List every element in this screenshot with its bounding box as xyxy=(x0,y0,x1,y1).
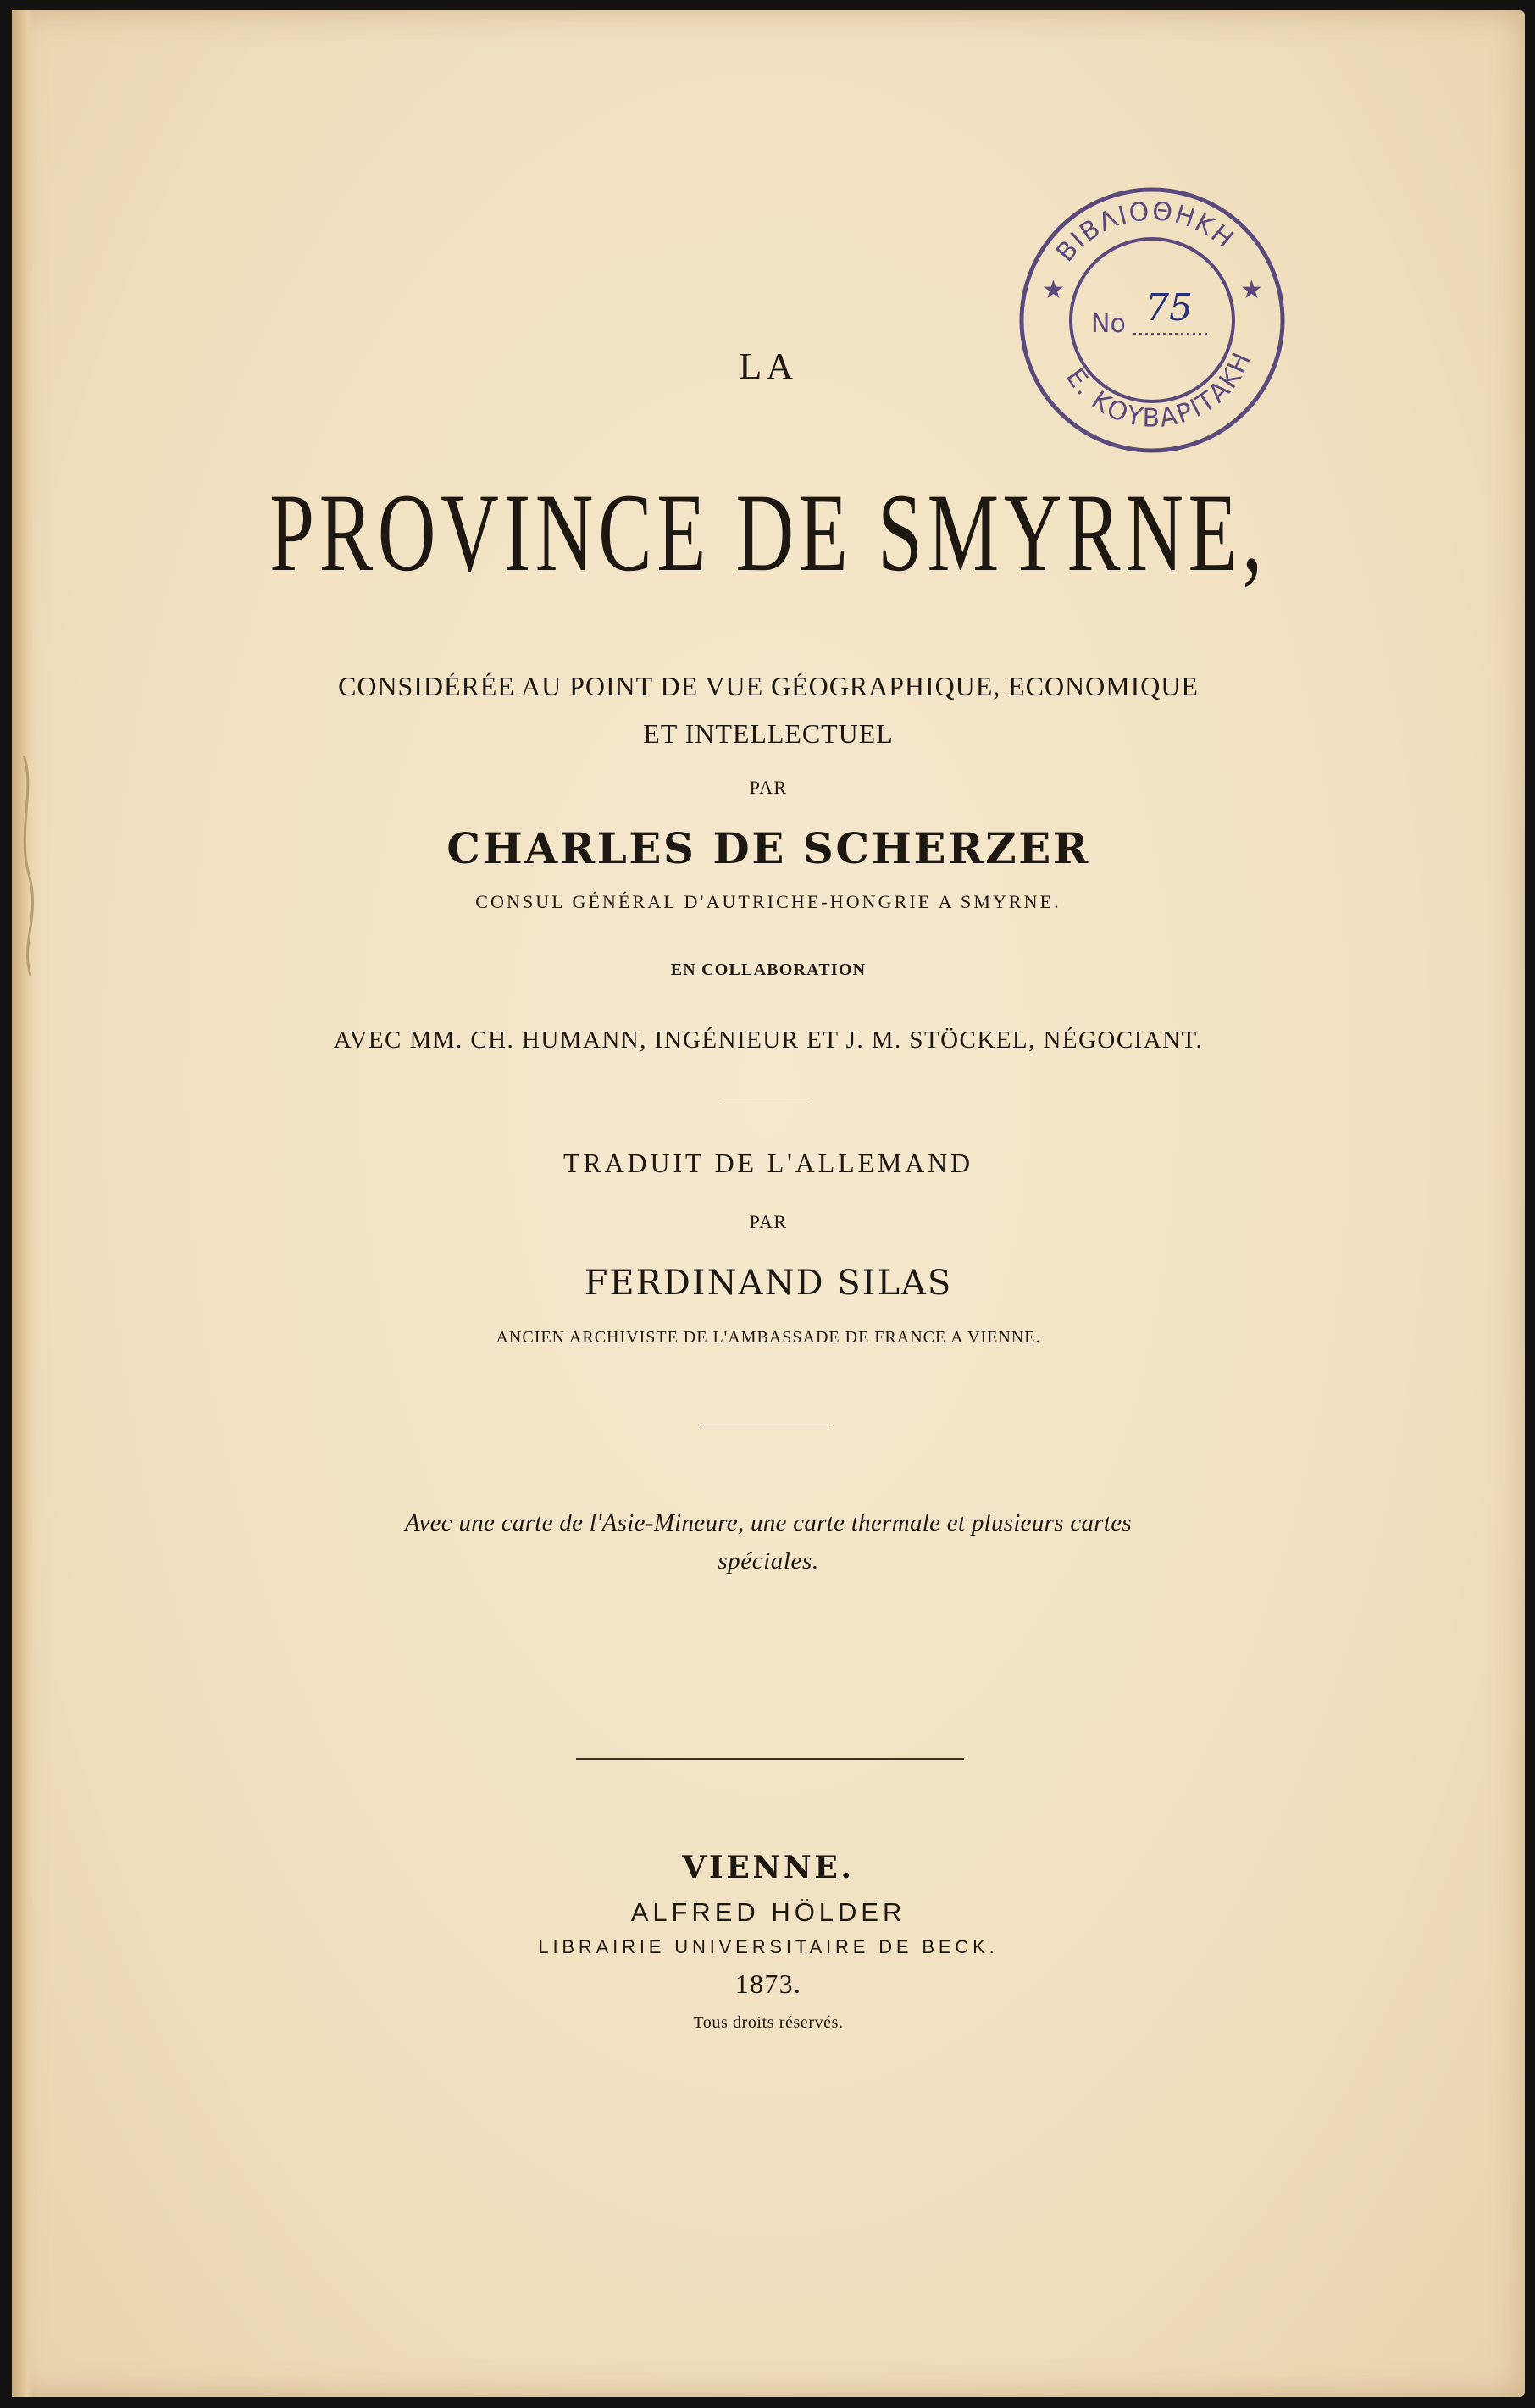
par-label-translator: PAR xyxy=(749,1211,788,1232)
rights-notice: Tous droits réservés. xyxy=(693,2013,844,2032)
divider-rule-long xyxy=(576,1758,964,1760)
stamp-number-label: No xyxy=(1091,309,1126,339)
par-label-author: PAR xyxy=(749,777,788,798)
title-page xyxy=(12,10,1525,2397)
translated-from: TRADUIT DE L'ALLEMAND xyxy=(563,1148,973,1178)
collaboration-label: EN COLLABORATION xyxy=(670,960,867,979)
maps-note-line-2: spéciales. xyxy=(718,1547,819,1575)
main-title: PROVINCE DE SMYRNE, xyxy=(269,470,1267,595)
maps-note-line-1: Avec une carte de l'Asie-Mineure, une carte thermale et plusieurs cartes xyxy=(405,1509,1132,1536)
subtitle-line-2: ET INTELLECTUEL xyxy=(643,718,894,749)
stamp-star-left: ★ xyxy=(1042,275,1067,305)
stamp-arc-bottom: Ε. ΚΟΥΒΑΡΙΤΑΚΗ xyxy=(1060,346,1258,434)
subtitle-line-1: CONSIDÉRÉE AU POINT DE VUE GÉOGRAPHIQUE, ECONOMIQUE xyxy=(338,671,1199,701)
author-title: CONSUL GÉNÉRAL D'AUTRICHE-HONGRIE A SMYRNE. xyxy=(475,891,1061,912)
stamp-star-right: ★ xyxy=(1240,275,1265,305)
imprint-library: LIBRAIRIE UNIVERSITAIRE DE BECK. xyxy=(538,1936,999,1957)
stamp-arc-top: ΒΙΒΛΙΟΘΗΚΗ xyxy=(1050,197,1240,268)
collaborators-line: AVEC MM. CH. HUMANN, INGÉNIEUR ET J. M. STÖCKEL, NÉGOCIANT. xyxy=(333,1027,1204,1054)
title-article: LA xyxy=(739,346,798,387)
translator-title: ANCIEN ARCHIVISTE DE L'AMBASSADE DE FRANCE A VIENNE. xyxy=(496,1328,1041,1347)
translator-name: FERDINAND SILAS xyxy=(584,1264,953,1303)
stamp-handwritten-number: 75 xyxy=(1145,286,1193,329)
author-name: CHARLES DE SCHERZER xyxy=(446,823,1090,873)
imprint-city: VIENNE. xyxy=(682,1850,855,1885)
imprint-publisher: ALFRED HÖLDER xyxy=(630,1897,906,1927)
library-stamp xyxy=(1018,186,1286,454)
imprint-year: 1873. xyxy=(734,1968,802,1999)
